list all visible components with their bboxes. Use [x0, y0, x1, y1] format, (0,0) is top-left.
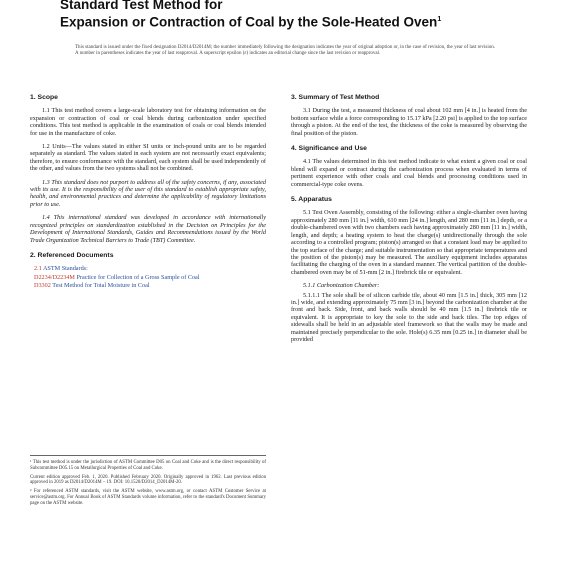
scope-paragraph-1: 1.1 This test method covers a large-scale laboratory test for obtaining information on the expansion or contraction of coal or coal blends during carbonization under specified conditions. This test method is applicable in the examination of coals or coal blends intended for use in the manufacture of coke.: [30, 107, 266, 137]
reference-code-link[interactable]: D2234/D2234M: [34, 273, 75, 281]
reference-item: [34, 282, 266, 289]
reference-number: 2.1: [34, 265, 42, 273]
footnotes: [30, 455, 266, 510]
apparatus-paragraph-1: 5.1 Test Oven Assembly, consisting of the following: either a single-chamber oven having approximately 280 mm [11 in.] width, 610 mm [24 in.] length, and 280 mm [11 in.] depth, or a double-chambered oven with two chambers each having approximately 280 mm [11 in.] width, length, and depth; a heating system to heat the charge(s) unidirectionally through the sole according to a controlled program; piston(s) arranged so that a constant load may be applied to the top surface of the charge; and suitable instrumentation so that appropriate temperatures and the position of the piston(s) may be measured. The auxiliary equipment includes apparatus facilitating the charging of the oven in a standard manner. The vertical partition of the double-chambered oven may be of 51-mm [2 in.] firebrick tile or equivalent.: [291, 209, 527, 276]
reference-item: [34, 274, 266, 281]
reference-astm-standards[interactable]: ASTM Standards:: [42, 265, 88, 273]
scope-paragraph-3: 1.3 This standard does not purport to address all of the safety concerns, if any, associated with its use. It is the responsibility of the user of this standard to establish appropriate safety, health, and environmental practices and determine the applicability of regulatory limitations prior to use.: [30, 178, 266, 208]
apparatus-subsection-heading: 5.1.1 Carbonization Chamber:: [303, 282, 380, 290]
right-column: [291, 94, 527, 349]
section-summary-heading: 3. Summary of Test Method: [291, 94, 380, 101]
footnote-2: ² For referenced ASTM standards, visit the ASTM website, www.astm.org, or contact ASTM Customer Service at service@astm.org. For Annual Book of ASTM Standards volume information, refer to the standard's Document Summary page on the ASTM website.: [30, 489, 266, 506]
reference-intro: [34, 265, 266, 272]
significance-paragraph-1: 4.1 The values determined in this test method indicate to what extent a given coal or coal blend will expand or contract during the carbonization process when evaluated in terms of pertinent experience with other coals and coal blends and processing conditions used in commercial-type coke ovens.: [291, 158, 527, 188]
title-footnote-mark: 1: [437, 16, 442, 23]
reference-code-link[interactable]: D3302: [34, 282, 51, 290]
left-column: [30, 94, 266, 291]
reference-title-link[interactable]: Practice for Collection of a Gross Sample of Coal: [76, 273, 200, 281]
footnote-1: ¹ This test method is under the jurisdiction of ASTM Committee D05 on Coal and Coke and is the direct responsibility of Subcommittee D05.15 on Metallurgical Properties of Coal and Coke.: [30, 460, 266, 471]
scope-paragraph-2: 1.2 Units—The values stated in either SI units or inch-pound units are to be regarded separately as standard. The values stated in each system are not necessarily exact equivalents; therefore, to ensure conformance with the standard, each system shall be used independently of the other, and values from the two systems shall not be combined.: [30, 143, 266, 173]
summary-paragraph-1: 3.1 During the test, a measured thickness of coal about 102 mm [4 in.] is heated from the bottom surface while a force corresponding to 15.17 kPa [2.20 psi] is applied to the top surface through a piston. At the end of the test, the thickness of the coke is measured by observing the final position of the piston.: [291, 107, 527, 137]
section-references-heading: 2. Referenced Documents: [30, 251, 114, 259]
title-line-2: [60, 12, 520, 30]
designation-notice: This standard is issued under the fixed designation D2014/D2014M; the number immediately following the designation indicates the year of original adoption or, in the case of revision, the year of last revision. A number in parentheses indicates the year of last reapproval. A superscript epsilon (ε) indicates an editorial change since the last revision or reapproval.: [75, 45, 495, 57]
section-scope-heading: 1. Scope: [30, 94, 58, 101]
apparatus-subsection-paragraph: 5.1.1.1 The sole shall be of silicon carbide tile, about 40 mm [1.5 in.] thick, 305 mm [12 in.] wide, and extending approximately 75 mm [3 in.] beyond the carbonization chamber at the front and back. Side, front, and back walls should be 40 mm [1.5 in.] firebrick tile or equivalent. It is appropriate to key the sole to the side and back tiles. The top edges of sidewalls shall be held in an adjustable steel framework so that the walls may be made and maintained precisely perpendicular to the sole. Hole(s) 6.35 mm [0.25 in.] in diameter shall be provided: [291, 291, 527, 343]
title-line-2-text: Expansion or Contraction of Coal by the Sole-Heated Oven: [60, 14, 438, 30]
reference-title-link[interactable]: Test Method for Total Moisture in Coal: [52, 282, 150, 290]
footnote-edition: Current edition approved Feb. 1, 2020. Published February 2020. Originally approved in 1962. Last previous edition approved in 2019 as D2014/D2014M – 19. DOI: 10.1520/D2014_D2014M-20.: [30, 474, 266, 486]
section-significance-heading: 4. Significance and Use: [291, 145, 367, 153]
scope-paragraph-4: 1.4 This international standard was developed in accordance with internationally recognized principles on standardization established in the Decision on Principles for the Development of International Standards, Guides and Recommendations issued by the World Trade Organization Technical Barriers to Trade (TBT) Committee.: [30, 214, 266, 244]
title-line-1: Standard Test Method for: [60, 0, 223, 12]
document-title: [60, 0, 520, 30]
section-apparatus-heading: 5. Apparatus: [291, 196, 332, 204]
